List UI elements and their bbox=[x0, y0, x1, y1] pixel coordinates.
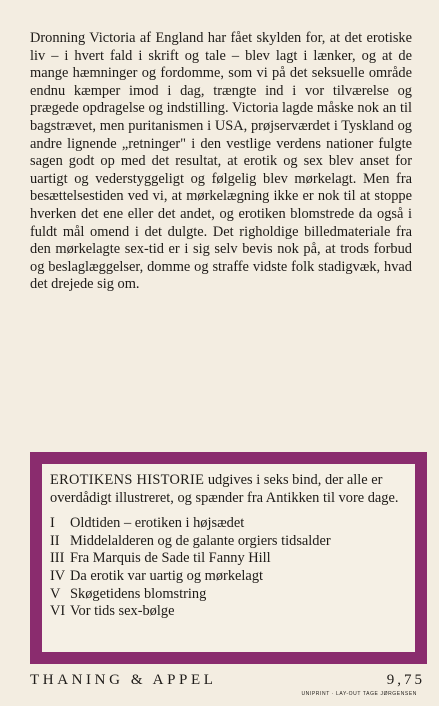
volume-title: Middelalderen og de galante orgiers tidsalder bbox=[70, 532, 331, 549]
volume-item bbox=[50, 533, 409, 551]
volume-item bbox=[50, 550, 409, 568]
series-frame bbox=[30, 452, 427, 664]
volume-title: Fra Marquis de Sade til Fanny Hill bbox=[70, 550, 271, 567]
volume-title: Vor tids sex-bølge bbox=[70, 603, 175, 620]
back-cover-blurb bbox=[30, 30, 412, 294]
volume-item bbox=[50, 603, 409, 621]
volume-number: I bbox=[50, 515, 55, 532]
volume-title: Skøgetidens blomstring bbox=[70, 585, 207, 602]
volume-title: Oldtiden – erotiken i højsædet bbox=[70, 515, 245, 532]
volume-title: Da erotik var uartig og mørkelagt bbox=[70, 567, 264, 584]
volume-number: V bbox=[50, 585, 61, 602]
series-intro bbox=[50, 472, 409, 507]
footer bbox=[30, 672, 425, 697]
volume-list bbox=[50, 515, 409, 621]
series-intro-text: udgives i seks bind, der alle er overdådigt illustreret, og spænder fra Antikken til vore dage. bbox=[50, 472, 399, 506]
volume-number: IV bbox=[50, 567, 66, 584]
volume-number: III bbox=[50, 550, 65, 567]
series-name: EROTIKENS HISTORIE bbox=[50, 472, 205, 488]
price-label: 9,75 bbox=[386, 672, 425, 688]
volume-number: II bbox=[50, 532, 60, 549]
publisher-name: THANING & APPEL bbox=[30, 672, 217, 688]
volume-item bbox=[50, 515, 409, 533]
volume-item bbox=[50, 586, 409, 604]
printer-credit: UNIPRINT · LAY-OUT TAGE JØRGENSEN bbox=[301, 691, 417, 697]
volume-item bbox=[50, 568, 409, 586]
volume-number: VI bbox=[50, 603, 66, 620]
blurb-text: Dronning Victoria af England har fået skylden for, at det erotiske liv – i hvert fald i skrift og tale – blev lagt i lænker, og at de mange hæmninger og fordomme, som vi på det seksuelle område endnu kæmper imod i dag, trængte ind i vor tilværelse og prægede opdragelse og indstilling. Victoria lagde måske nok an til bagstrævet, men puritanismen i USA, prøjserværdet i Tyskland og andre lignende „retninger" i den vestlige verdens nationer fulgte sagen godt op med det resultat, at erotik og sex blev anset for uartigt og vederstyggeligt og følgelig blev mørkelagt. Men fra besættelsestiden ved vi, at mørkelægning ikke er nok til at stoppe hverken det ene eller det andet, og erotiken blomstrede da også i fuldt mål omend i det dulgte. Det righoldige billedmateriale fra den mørkelagte sex-tid er i sig selv bevis nok på, at trods forbud og beslaglæggelser, domme og straffe vidste folk stadigvæk, hvad det drejede sig om. bbox=[30, 30, 412, 293]
